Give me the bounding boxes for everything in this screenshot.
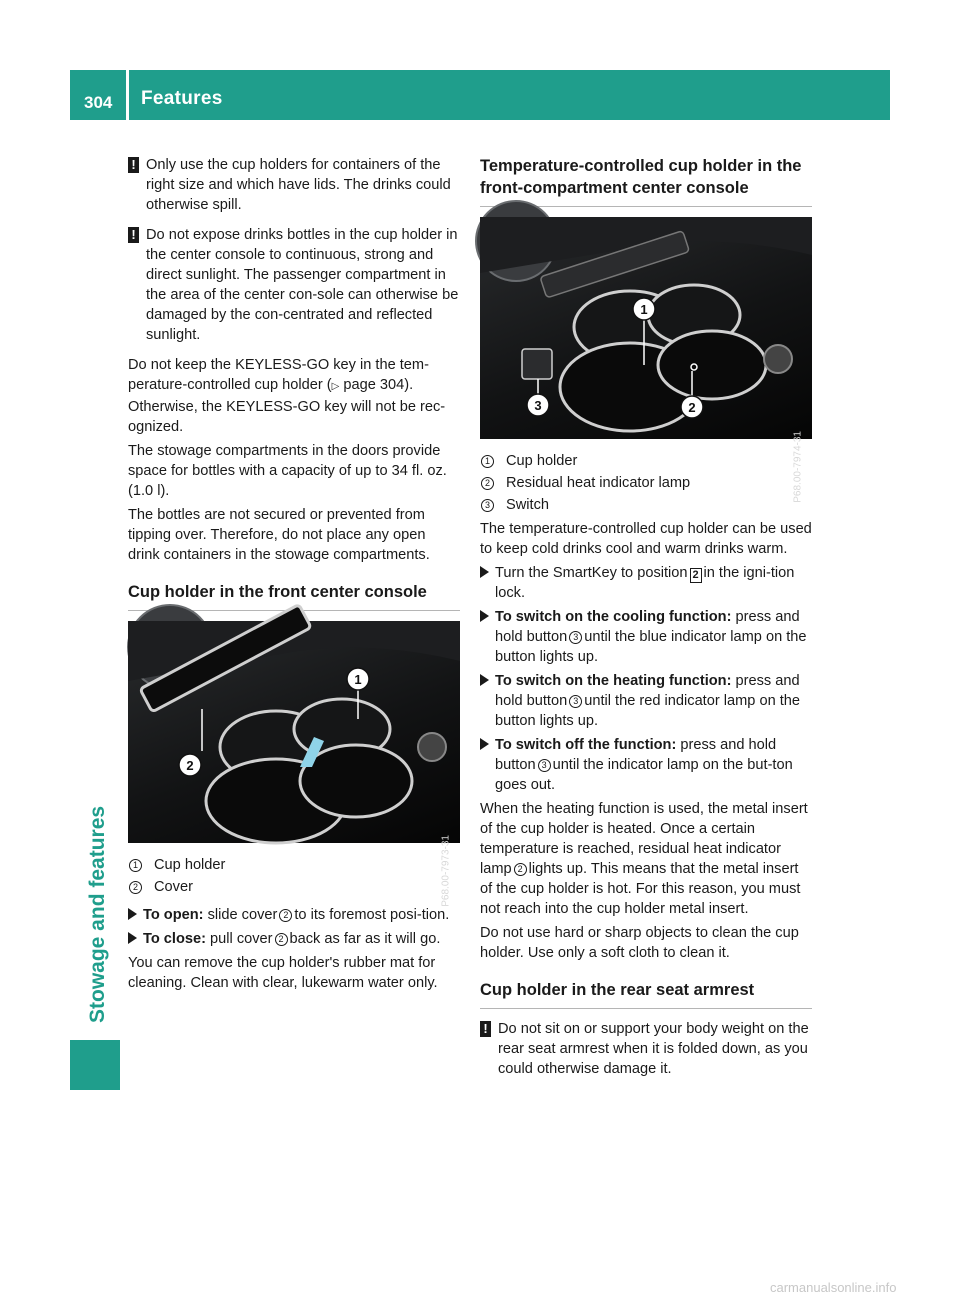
paragraph: When the heating function is used, the metal insert of the cup holder is heated. Once a certain temperature is reached, residual heat indicator lamp 2 lights up. This means that the metal insert of the cup holder is hot. For this reason, you must not reach into the cup holder metal insert. xyxy=(480,801,808,917)
legend-item: 1 Cup holder xyxy=(480,451,812,471)
paragraph: The bottles are not secured or prevented from tipping over. Therefore, do not place any open drink containers in the stowage compartments. xyxy=(128,507,430,563)
legend-item: 2 Cover xyxy=(128,877,460,897)
paragraph: Do not keep the KEYLESS-GO key in the tem-perature-controlled cup holder (▷ page 304). Otherwise, the KEYLESS-GO key will not be rec-ognized. xyxy=(128,357,446,435)
paragraph: The stowage compartments in the doors provide space for bottles with a capacity of up to 34 fl. oz. (1.0 l). xyxy=(128,443,447,499)
image-code: P68.00-7974-31 xyxy=(793,431,804,503)
page-number: 304 xyxy=(84,93,113,112)
svg-text:1: 1 xyxy=(354,672,362,687)
paragraph: Do not use hard or sharp objects to clean the cup holder. Use only a soft cloth to clean it. xyxy=(480,925,799,961)
instruction-step: To open: slide cover 2 to its foremost posi-tion. xyxy=(128,905,460,925)
page-reference-icon: ▷ xyxy=(331,381,340,392)
svg-text:1: 1 xyxy=(640,302,648,317)
warning-text: Only use the cup holders for containers of the right size and which have lids. The drinks could otherwise spill. xyxy=(146,157,451,213)
arrow-right-icon xyxy=(128,932,137,944)
paragraph: The temperature-controlled cup holder can be used to keep cold drinks cool and warm drinks warm. xyxy=(480,521,812,557)
svg-text:2: 2 xyxy=(186,758,194,773)
instruction-step: Turn the SmartKey to position 2 in the igni-tion lock. xyxy=(480,563,812,603)
section-title: Features xyxy=(141,88,223,109)
section-heading: Temperature-controlled cup holder in the front-compartment center console xyxy=(480,155,812,207)
callout-number: 3 xyxy=(481,499,494,512)
image-code: P68.00-7973-31 xyxy=(441,835,452,907)
watermark: carmanualsonline.info xyxy=(770,1280,897,1295)
callout-number: 3 xyxy=(569,695,582,708)
callout-number: 2 xyxy=(275,933,288,946)
callout-number: 3 xyxy=(538,759,551,772)
legend-item: 3 Switch xyxy=(480,495,812,515)
legend-item: 2 Residual heat indicator lamp xyxy=(480,473,812,493)
chapter-tab-marker xyxy=(70,1040,120,1090)
section-heading: Cup holder in the front center console xyxy=(128,581,460,611)
section-heading: Cup holder in the rear seat armrest xyxy=(480,979,812,1009)
callout-number: 2 xyxy=(481,477,494,490)
legend-item: 1 Cup holder xyxy=(128,855,460,875)
key-position-box: 2 xyxy=(690,568,702,583)
svg-text:3: 3 xyxy=(534,398,542,413)
warning-notice xyxy=(128,155,460,215)
exclamation-icon: ! xyxy=(128,227,139,243)
page-reference-link[interactable]: page 304 xyxy=(343,377,405,393)
instruction-step: To close: pull cover 2 back as far as it will go. xyxy=(128,929,460,949)
warning-notice xyxy=(128,225,460,345)
svg-text:2: 2 xyxy=(688,400,696,415)
paragraph: You can remove the cup holder's rubber mat for cleaning. Clean with clear, lukewarm water only. xyxy=(128,955,438,991)
chapter-tab-label: Stowage and features xyxy=(86,805,109,1023)
exclamation-icon: ! xyxy=(128,157,139,173)
callout-number: 2 xyxy=(129,881,142,894)
warning-text: Do not expose drinks bottles in the cup holder in the center console to continuous, strong and direct sunlight. The passenger compartment in the area of the center con-sole can otherwise be damaged by the con-centrated and reflected sunlight. xyxy=(146,227,459,343)
instruction-step: To switch on the cooling function: press and hold button 3 until the blue indicator lamp on the button lights up. xyxy=(480,607,812,667)
cup-holder-illustration xyxy=(128,621,460,843)
callout-number: 1 xyxy=(129,859,142,872)
arrow-right-icon xyxy=(480,610,489,622)
arrow-right-icon xyxy=(480,566,489,578)
instruction-step: To switch off the function: press and hold button 3 until the indicator lamp on the but-ton goes out. xyxy=(480,735,812,795)
header-divider xyxy=(126,70,129,130)
arrow-right-icon xyxy=(480,738,489,750)
callout-number: 2 xyxy=(279,909,292,922)
temperature-cup-holder-illustration xyxy=(480,217,812,439)
callout-number: 2 xyxy=(514,863,527,876)
instruction-step: To switch on the heating function: press and hold button 3 until the red indicator lamp on the button lights up. xyxy=(480,671,812,731)
callout-number: 3 xyxy=(569,631,582,644)
callout-number: 1 xyxy=(481,455,494,468)
left-column xyxy=(128,155,460,997)
arrow-right-icon xyxy=(128,908,137,920)
exclamation-icon: ! xyxy=(480,1021,491,1037)
arrow-right-icon xyxy=(480,674,489,686)
warning-notice xyxy=(480,1019,812,1079)
warning-text: Do not sit on or support your body weight on the rear seat armrest when it is folded down, as you could otherwise damage it. xyxy=(498,1021,809,1077)
right-column xyxy=(480,155,812,1089)
